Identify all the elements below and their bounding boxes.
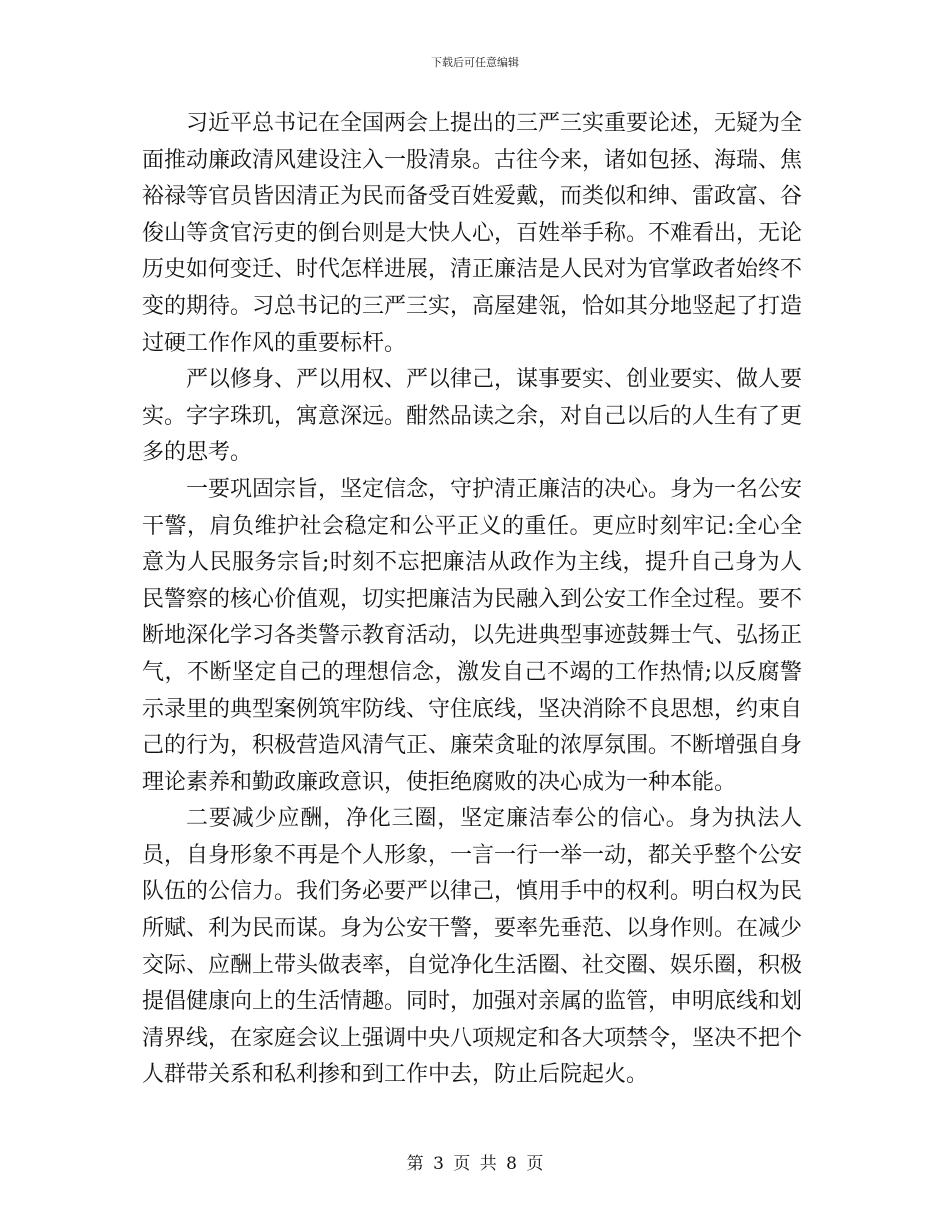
paragraph-3: 一要巩固宗旨，坚定信念，守护清正廉洁的决心。身为一名公安干警，肩负维护社会稳定和公平正义的重任。更应时刻牢记:全心全意为人民服务宗旨;时刻不忘把廉洁从政作为主线，提升自己身为人民警察的核心价值观，切实把廉洁为民融入到公安工作全过程。要不断地深化学习各类警示教育活动，以先进典型事迹鼓舞士气、弘扬正气，不断坚定自己的理想信念，激发自己不竭的工作热情;以反腐警示录里的典型案例筑牢防线、守住底线，坚决消除不良思想，约束自己的行为，积极营造风清气正、廉荣贪耻的浓厚氛围。不断增强自身理论素养和勤政廉政意识，使拒绝腐败的决心成为一种本能。 xyxy=(142,476,803,795)
paragraph-1: 习近平总书记在全国两会上提出的三严三实重要论述，无疑为全面推动廉政清风建设注入一股清泉。古往今来，诸如包拯、海瑞、焦裕禄等官员皆因清正为民而备受百姓爱戴，而类似和绅、雷政富、谷俊山等贪官污吏的倒台则是大快人心，百姓举手称。不难看出，无论历史如何变迁、时代怎样进展，清正廉洁是人民对为官掌政者始终不变的期待。习总书记的三严三实，高屋建瓴，恰如其分地竖起了打造过硬工作作风的重要标杆。 xyxy=(142,111,803,356)
paragraph-4: 二要减少应酬，净化三圈，坚定廉洁奉公的信心。身为执法人员，自身形象不再是个人形象，一言一行一举一动，都关乎整个公安队伍的公信力。我们务必要严以律己，慎用手中的权利。明白权为民所赋、利为民而谋。身为公安干警，要率先垂范、以身作则。在减少交际、应酬上带头做表率，自觉净化生活圈、社交圈、娱乐圈，积极提倡健康向上的生活情趣。同时，加强对亲属的监管，申明底线和划清界线，在家庭会议上强调中央八项规定和各大项禁令，坚决不把个人群带关系和私利掺和到工作中去，防止后院起火。 xyxy=(142,806,803,1088)
document-body xyxy=(142,106,802,1094)
paragraph-2: 严以修身、严以用权、严以律己，谋事要实、创业要实、做人要实。字字珠玑，寓意深远。酣然品读之余，对自己以后的人生有了更多的思考。 xyxy=(142,367,803,466)
page-number-footer: 第 3 页 共 8 页 xyxy=(406,1154,544,1174)
page-header: 下载后可任意编辑 xyxy=(431,56,519,69)
